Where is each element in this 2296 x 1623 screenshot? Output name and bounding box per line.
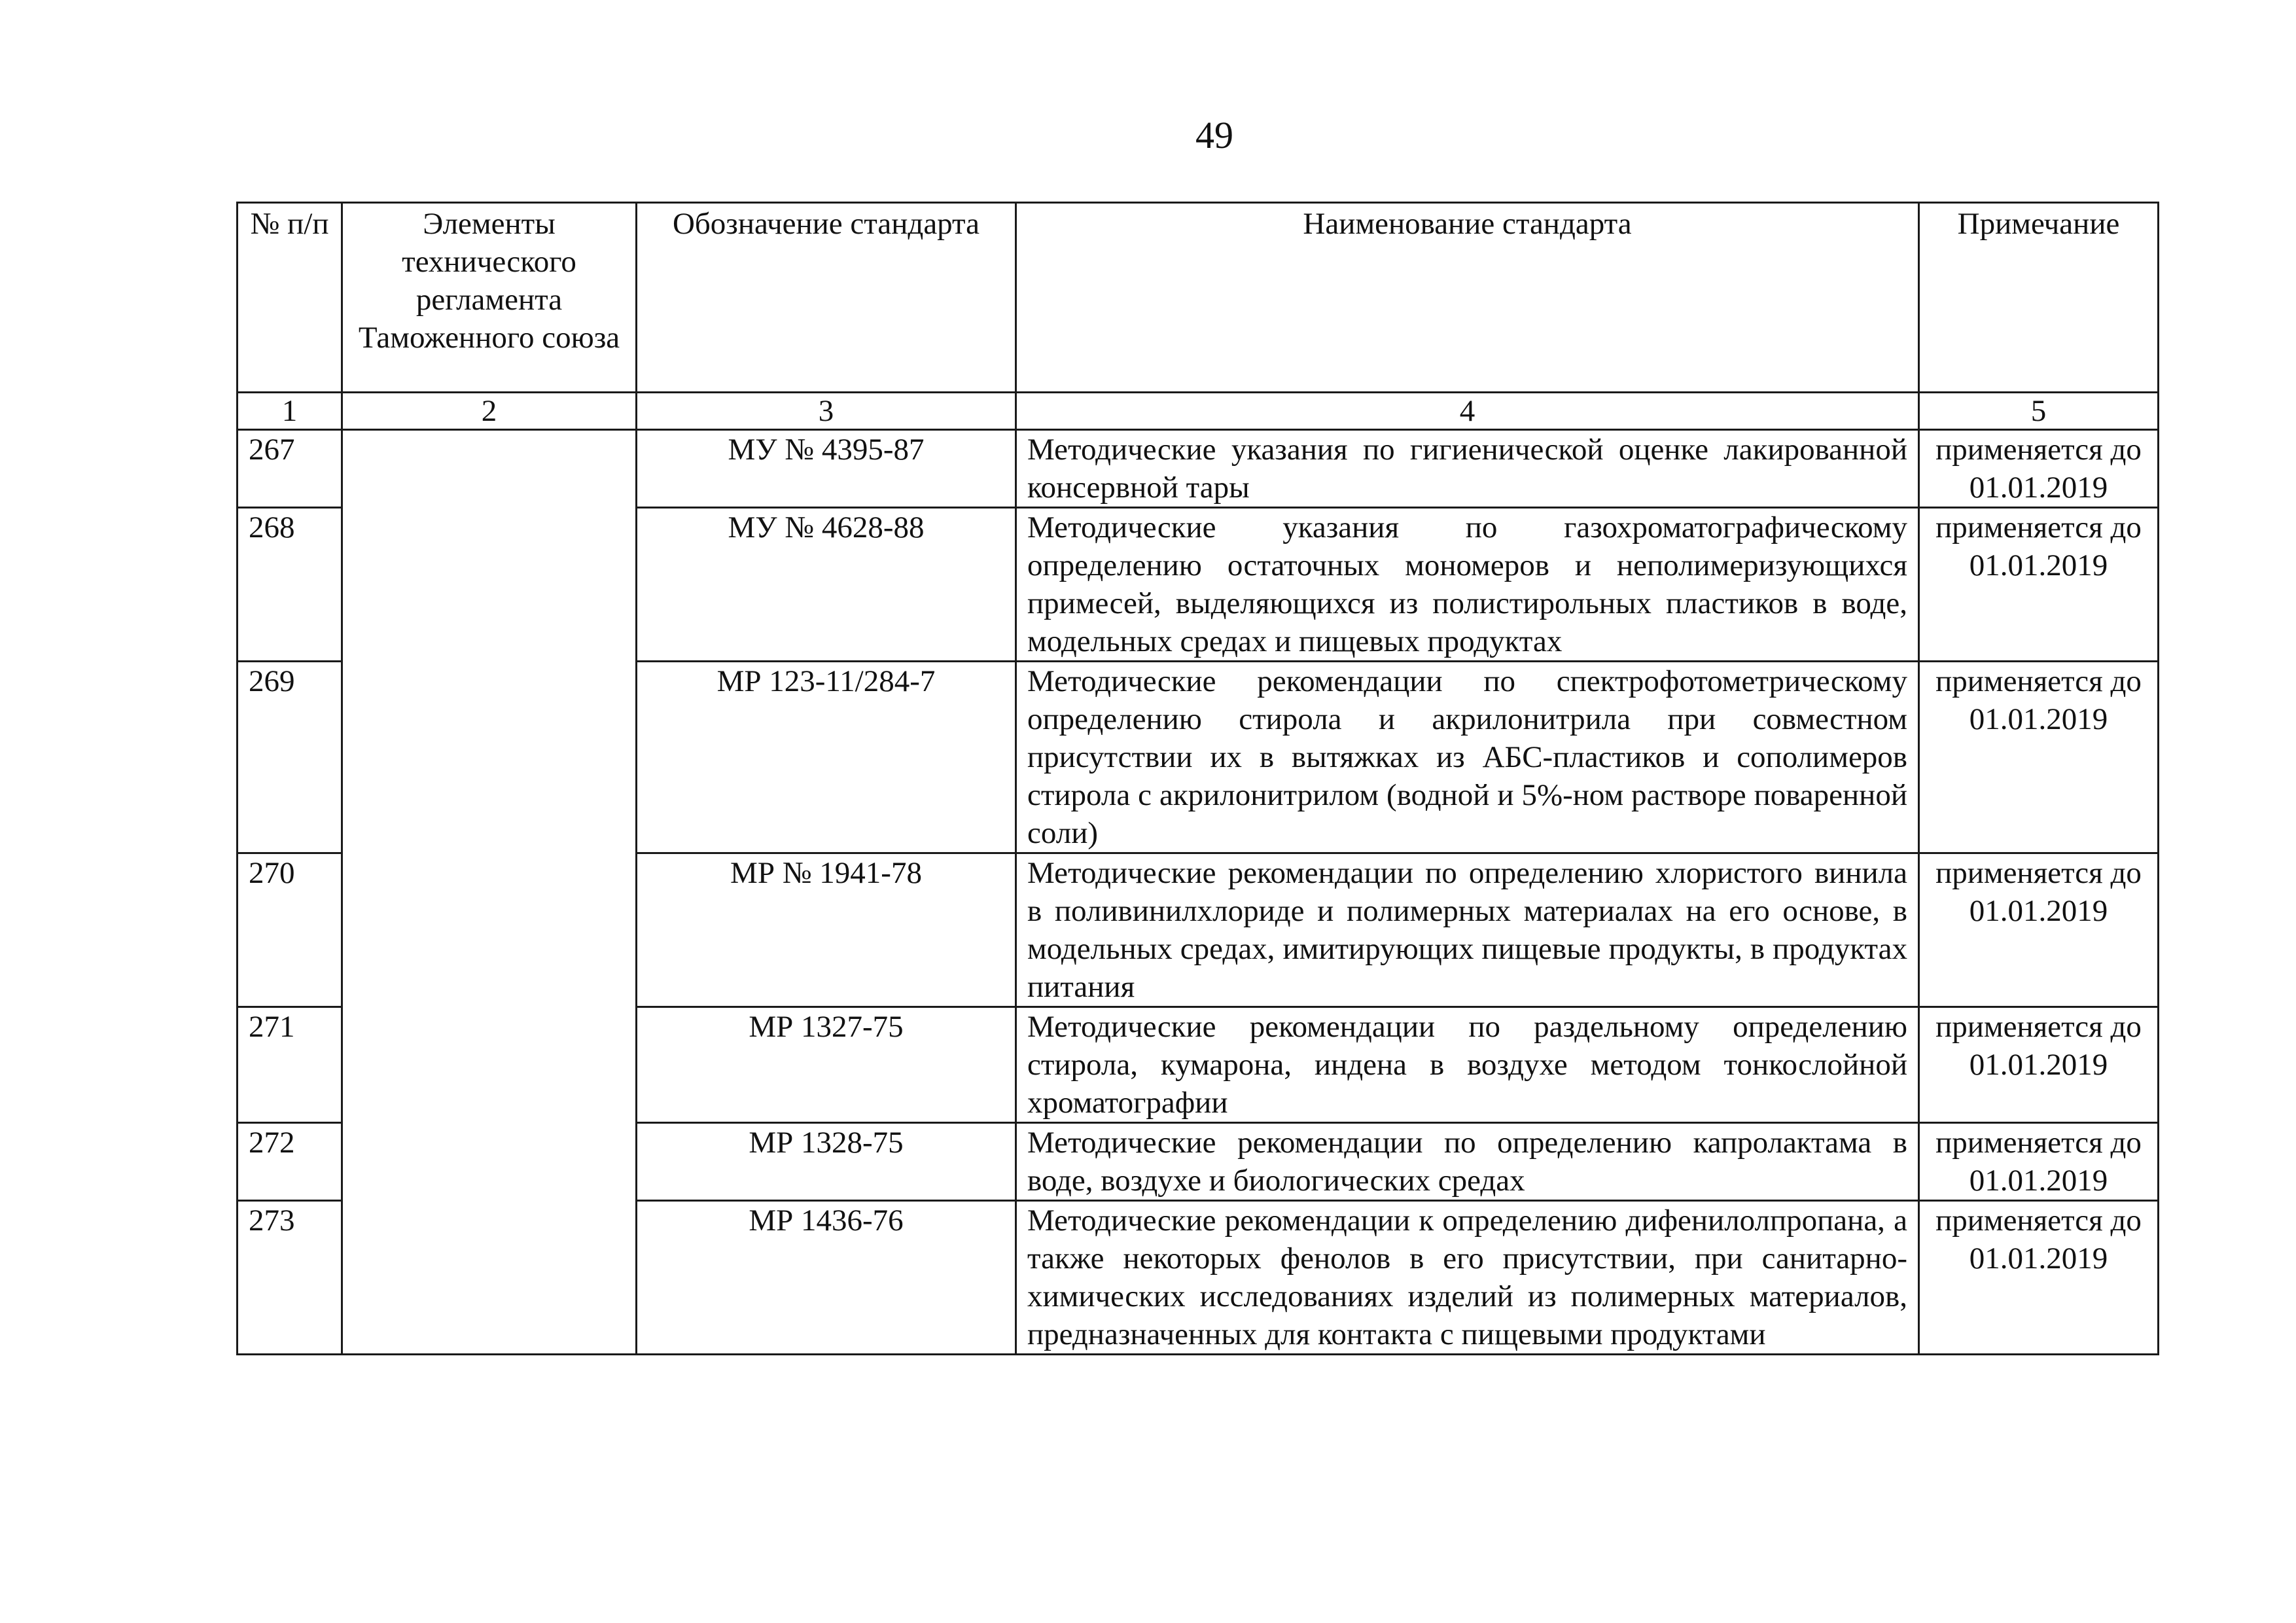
- header-elements: Элементы технического регламента Таможенного союза: [342, 203, 637, 393]
- row-note: применяется до 01.01.2019: [1919, 853, 2159, 1007]
- elements-cell-merged: [342, 430, 637, 1355]
- row-designation: МР 1436-76: [637, 1201, 1016, 1355]
- row-num: 269: [238, 662, 342, 853]
- row-note: применяется до 01.01.2019: [1919, 1123, 2159, 1201]
- row-designation: МР 1327-75: [637, 1007, 1016, 1123]
- header-designation: Обозначение стандарта: [637, 203, 1016, 393]
- row-name: Методические указания по гигиенической оценке лакированной консервной тары: [1016, 430, 1919, 508]
- column-number: 3: [637, 393, 1016, 430]
- table-row: [238, 430, 2159, 508]
- row-note: применяется до 01.01.2019: [1919, 1201, 2159, 1355]
- row-num: 267: [238, 430, 342, 508]
- column-number: 1: [238, 393, 342, 430]
- row-name: Методические рекомендации по определению капролактама в воде, воздухе и биологических средах: [1016, 1123, 1919, 1201]
- row-designation: МУ № 4628-88: [637, 508, 1016, 662]
- standards-table: [236, 202, 2159, 1355]
- row-num: 273: [238, 1201, 342, 1355]
- column-number: 5: [1919, 393, 2159, 430]
- row-designation: МУ № 4395-87: [637, 430, 1016, 508]
- header-note: Примечание: [1919, 203, 2159, 393]
- header-num: № п/п: [238, 203, 342, 393]
- row-num: 268: [238, 508, 342, 662]
- row-note: применяется до 01.01.2019: [1919, 662, 2159, 853]
- row-name: Методические рекомендации к определению дифенилолпропана, а также некоторых фенолов в его присутствии, при санитарно-химических исследованиях изделий из полимерных материалов, предназначенных для контакта с пищевыми продуктами: [1016, 1201, 1919, 1355]
- row-note: применяется до 01.01.2019: [1919, 430, 2159, 508]
- row-name: Методические рекомендации по спектрофотометрическому определению стирола и акрилонитрила при совместном присутствии их в вытяжках из АБС-пластиков и сополимеров стирола с акрилонитрилом (водной и 5%-ном растворе поваренной соли): [1016, 662, 1919, 853]
- column-number: 2: [342, 393, 637, 430]
- row-num: 272: [238, 1123, 342, 1201]
- header-row: [238, 203, 2159, 393]
- row-num: 271: [238, 1007, 342, 1123]
- row-designation: МР № 1941-78: [637, 853, 1016, 1007]
- header-name: Наименование стандарта: [1016, 203, 1919, 393]
- page-number: 49: [1195, 114, 1233, 156]
- row-note: применяется до 01.01.2019: [1919, 1007, 2159, 1123]
- row-name: Методические рекомендации по раздельному определению стирола, кумарона, индена в воздухе методом тонкослойной хроматографии: [1016, 1007, 1919, 1123]
- row-designation: МР 1328-75: [637, 1123, 1016, 1201]
- row-name: Методические указания по газохроматографическому определению остаточных мономеров и неполимеризующихся примесей, выделяющихся из полистирольных пластиков в воде, модельных средах и пищевых продуктах: [1016, 508, 1919, 662]
- row-designation: МР 123-11/284-7: [637, 662, 1016, 853]
- column-number-row: [238, 393, 2159, 430]
- row-name: Методические рекомендации по определению хлористого винила в поливинилхлориде и полимерных материалах на его основе, в модельных средах, имитирующих пищевые продукты, в продуктах питания: [1016, 853, 1919, 1007]
- row-num: 270: [238, 853, 342, 1007]
- column-number: 4: [1016, 393, 1919, 430]
- row-note: применяется до 01.01.2019: [1919, 508, 2159, 662]
